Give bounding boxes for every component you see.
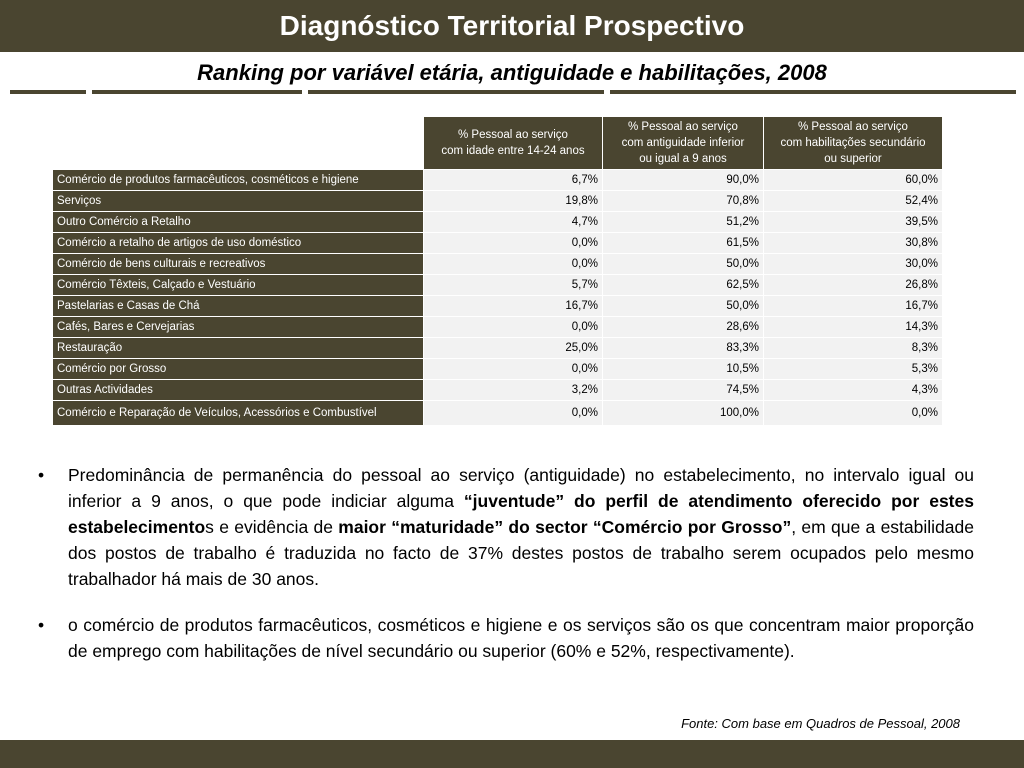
table-row — [53, 296, 942, 316]
ranking-table — [52, 116, 943, 426]
row-label: Outras Actividades — [53, 380, 423, 400]
value-cell: 83,3% — [603, 338, 763, 358]
value-cell: 50,0% — [603, 296, 763, 316]
value-cell: 25,0% — [424, 338, 602, 358]
row-label: Outro Comércio a Retalho — [53, 212, 423, 232]
divider-rule — [308, 90, 604, 94]
title-bar — [0, 0, 1024, 52]
value-cell: 61,5% — [603, 233, 763, 253]
source-note: Fonte: Com base em Quadros de Pessoal, 2008 — [681, 716, 960, 731]
bullet-list — [38, 462, 974, 684]
value-cell: 0,0% — [424, 359, 602, 379]
row-label: Comércio e Reparação de Veículos, Acessórios e Combustível — [53, 401, 423, 425]
row-label: Comércio Têxteis, Calçado e Vestuário — [53, 275, 423, 295]
bullet-icon: • — [38, 615, 45, 635]
row-label: Serviços — [53, 191, 423, 211]
value-cell: 5,3% — [764, 359, 942, 379]
value-cell: 16,7% — [424, 296, 602, 316]
table-row — [53, 380, 942, 400]
value-cell: 39,5% — [764, 212, 942, 232]
bullet-icon: • — [38, 465, 45, 485]
column-header: % Pessoal ao serviço com antiguidade inferior ou igual a 9 anos — [603, 117, 763, 169]
value-cell: 30,0% — [764, 254, 942, 274]
table-row — [53, 359, 942, 379]
page-subtitle: Ranking por variável etária, antiguidade e habilitações, 2008 — [197, 60, 827, 85]
table-corner — [53, 117, 423, 169]
bullet-text: , em que a estabilidade dos postos de trabalho é traduzida no facto de 37% destes postos de trabalho serem ocupados pelo mesmo trabalhador há mais de 30 anos. — [68, 517, 974, 589]
row-label: Comércio a retalho de artigos de uso doméstico — [53, 233, 423, 253]
table-header-row — [53, 117, 942, 169]
value-cell: 8,3% — [764, 338, 942, 358]
table-row — [53, 275, 942, 295]
value-cell: 62,5% — [603, 275, 763, 295]
value-cell: 60,0% — [764, 170, 942, 190]
value-cell: 51,2% — [603, 212, 763, 232]
divider-rule — [92, 90, 302, 94]
value-cell: 16,7% — [764, 296, 942, 316]
value-cell: 0,0% — [764, 401, 942, 425]
row-label: Restauração — [53, 338, 423, 358]
divider-rule — [610, 90, 1016, 94]
table-row — [53, 170, 942, 190]
row-label: Pastelarias e Casas de Chá — [53, 296, 423, 316]
value-cell: 6,7% — [424, 170, 602, 190]
value-cell: 26,8% — [764, 275, 942, 295]
table-row — [53, 212, 942, 232]
value-cell: 52,4% — [764, 191, 942, 211]
value-cell: 19,8% — [424, 191, 602, 211]
value-cell: 90,0% — [603, 170, 763, 190]
value-cell: 0,0% — [424, 317, 602, 337]
value-cell: 50,0% — [603, 254, 763, 274]
bullet-emphasis: maior “maturidade” do sector “Comércio por Grosso” — [338, 517, 792, 537]
divider-rule — [10, 90, 86, 94]
bullet-text: o comércio de produtos farmacêuticos, cosméticos e higiene e os serviços são os que concentram maior proporção de emprego com habilitações de nível secundário ou superior (60% e 52%, respectivamente). — [68, 615, 974, 661]
row-label: Comércio de produtos farmacêuticos, cosméticos e higiene — [53, 170, 423, 190]
column-header: % Pessoal ao serviço com habilitações secundário ou superior — [764, 117, 942, 169]
value-cell: 0,0% — [424, 233, 602, 253]
value-cell: 4,7% — [424, 212, 602, 232]
row-label: Comércio por Grosso — [53, 359, 423, 379]
row-label: Cafés, Bares e Cervejarias — [53, 317, 423, 337]
footer-bar — [0, 740, 1024, 768]
value-cell: 10,5% — [603, 359, 763, 379]
column-header: % Pessoal ao serviço com idade entre 14-24 anos — [424, 117, 602, 169]
bullet-text: s e evidência de — [205, 517, 339, 537]
bullet-text: Predominância de permanência do pessoal ao serviço (antiguidade) no estabelecimento, no intervalo igual ou inferior a 9 anos, o que pode indiciar alguma — [68, 465, 974, 511]
bullet-emphasis: “juventude” do perfil de atendimento oferecido por estes estabelecimento — [68, 491, 974, 537]
bullet-item — [38, 462, 974, 592]
value-cell: 70,8% — [603, 191, 763, 211]
table-row — [53, 401, 942, 425]
table-row — [53, 254, 942, 274]
table-row — [53, 233, 942, 253]
value-cell: 5,7% — [424, 275, 602, 295]
value-cell: 3,2% — [424, 380, 602, 400]
page-title: Diagnóstico Territorial Prospectivo — [279, 10, 745, 41]
value-cell: 0,0% — [424, 254, 602, 274]
value-cell: 0,0% — [424, 401, 602, 425]
row-label: Comércio de bens culturais e recreativos — [53, 254, 423, 274]
value-cell: 100,0% — [603, 401, 763, 425]
table-row — [53, 338, 942, 358]
value-cell: 30,8% — [764, 233, 942, 253]
value-cell: 28,6% — [603, 317, 763, 337]
table-row — [53, 317, 942, 337]
table-row — [53, 191, 942, 211]
value-cell: 4,3% — [764, 380, 942, 400]
value-cell: 74,5% — [603, 380, 763, 400]
value-cell: 14,3% — [764, 317, 942, 337]
bullet-item — [38, 612, 974, 664]
